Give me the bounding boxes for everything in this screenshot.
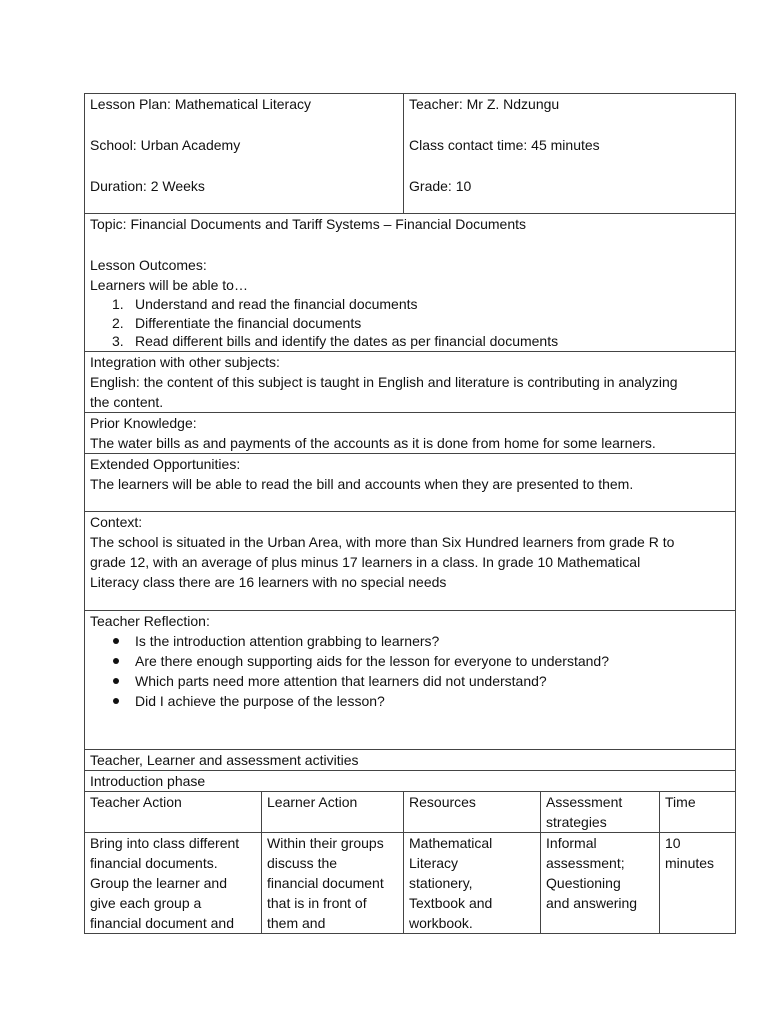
context-row [85,511,736,610]
reflection-list [90,631,730,712]
context-text-1: The school is situated in the Urban Area, with more than Six Hundred learners from grade R to [90,533,675,550]
teacher-name: Teacher: Mr Z. Ndzungu [409,96,560,112]
phase-row [85,770,736,791]
school-name: School: Urban Academy [90,137,241,153]
col-assessment: Assessment strategies [541,791,660,832]
activities-header-row [85,791,736,832]
context-heading: Context: [90,513,143,530]
col-teacher-action: Teacher Action [85,791,262,832]
header-row [85,94,736,214]
reflection-row [85,610,736,749]
integration-cell [85,351,736,412]
bullet-icon [113,658,119,664]
topic-row [85,214,736,352]
prior-knowledge-cell [85,412,736,453]
reflection-item: Is the introduction attention grabbing to learners? [90,631,730,651]
reflection-item: Did I achieve the purpose of the lesson? [90,691,730,711]
integration-text-1: English: the content of this subject is taught in English and literature is contributing in analyzing [90,373,678,390]
col-learner-action: Learner Action [262,791,404,832]
reflection-cell [85,610,736,749]
prior-knowledge-heading: Prior Knowledge: [90,414,197,431]
extended-heading: Extended Opportunities: [90,455,241,472]
reflection-item: Which parts need more attention that learners did not understand? [90,671,730,691]
outcomes-list [90,295,730,351]
bullet-icon [113,678,119,684]
context-cell [85,511,736,610]
extended-cell [85,453,736,511]
grade: Grade: 10 [409,178,472,194]
integration-row [85,351,736,412]
outcome-item: 2. Differentiate the financial documents [112,314,362,331]
activities-heading: Teacher, Learner and assessment activities [85,749,736,770]
reflection-heading: Teacher Reflection: [90,612,210,629]
topic-title: Topic: Financial Documents and Tariff Systems – Financial Documents [90,216,527,232]
learner-action-cell: Within their groups discuss the financial document that is in front of them and [262,832,404,933]
reflection-item: Are there enough supporting aids for the lesson for everyone to understand? [90,651,730,671]
duration: Duration: 2 Weeks [90,178,205,194]
outcomes-heading: Lesson Outcomes: [90,257,207,273]
extended-text: The learners will be able to read the bill and accounts when they are presented to them. [90,475,634,492]
extended-row [85,453,736,511]
header-left-cell [85,94,404,214]
assessment-cell: Informal assessment; Questioning and answering [541,832,660,933]
col-resources: Resources [404,791,541,832]
bullet-icon [113,638,119,644]
context-text-3: Literacy class there are 16 learners with no special needs [90,573,447,590]
outcomes-intro: Learners will be able to… [90,277,248,293]
integration-text-2: the content. [90,393,164,410]
time-cell: 10 minutes [660,832,736,933]
integration-heading: Integration with other subjects: [90,353,280,370]
outcome-item: 1. Understand and read the financial documents [112,296,418,312]
col-time: Time [660,791,736,832]
lesson-plan-title: Lesson Plan: Mathematical Literacy [90,96,311,112]
prior-knowledge-row [85,412,736,453]
prior-knowledge-text: The water bills as and payments of the accounts as it is done from home for some learners. [90,434,656,451]
bullet-icon [113,698,119,704]
context-text-2: grade 12, with an average of plus minus 17 learners in a class. In grade 10 Mathematical [90,553,641,570]
header-right-cell [404,94,736,214]
outcome-item: 3. Read different bills and identify the dates as per financial documents [112,333,559,349]
lesson-plan-table [84,93,736,934]
teacher-action-cell: Bring into class different financial documents. Group the learner and give each group a financial document and [85,832,262,933]
topic-cell [85,214,736,352]
phase-label: Introduction phase [85,770,736,791]
contact-time: Class contact time: 45 minutes [409,137,600,153]
resources-cell: Mathematical Literacy stationery, Textbook and workbook. [404,832,541,933]
table-row [85,832,736,933]
activities-heading-row [85,749,736,770]
